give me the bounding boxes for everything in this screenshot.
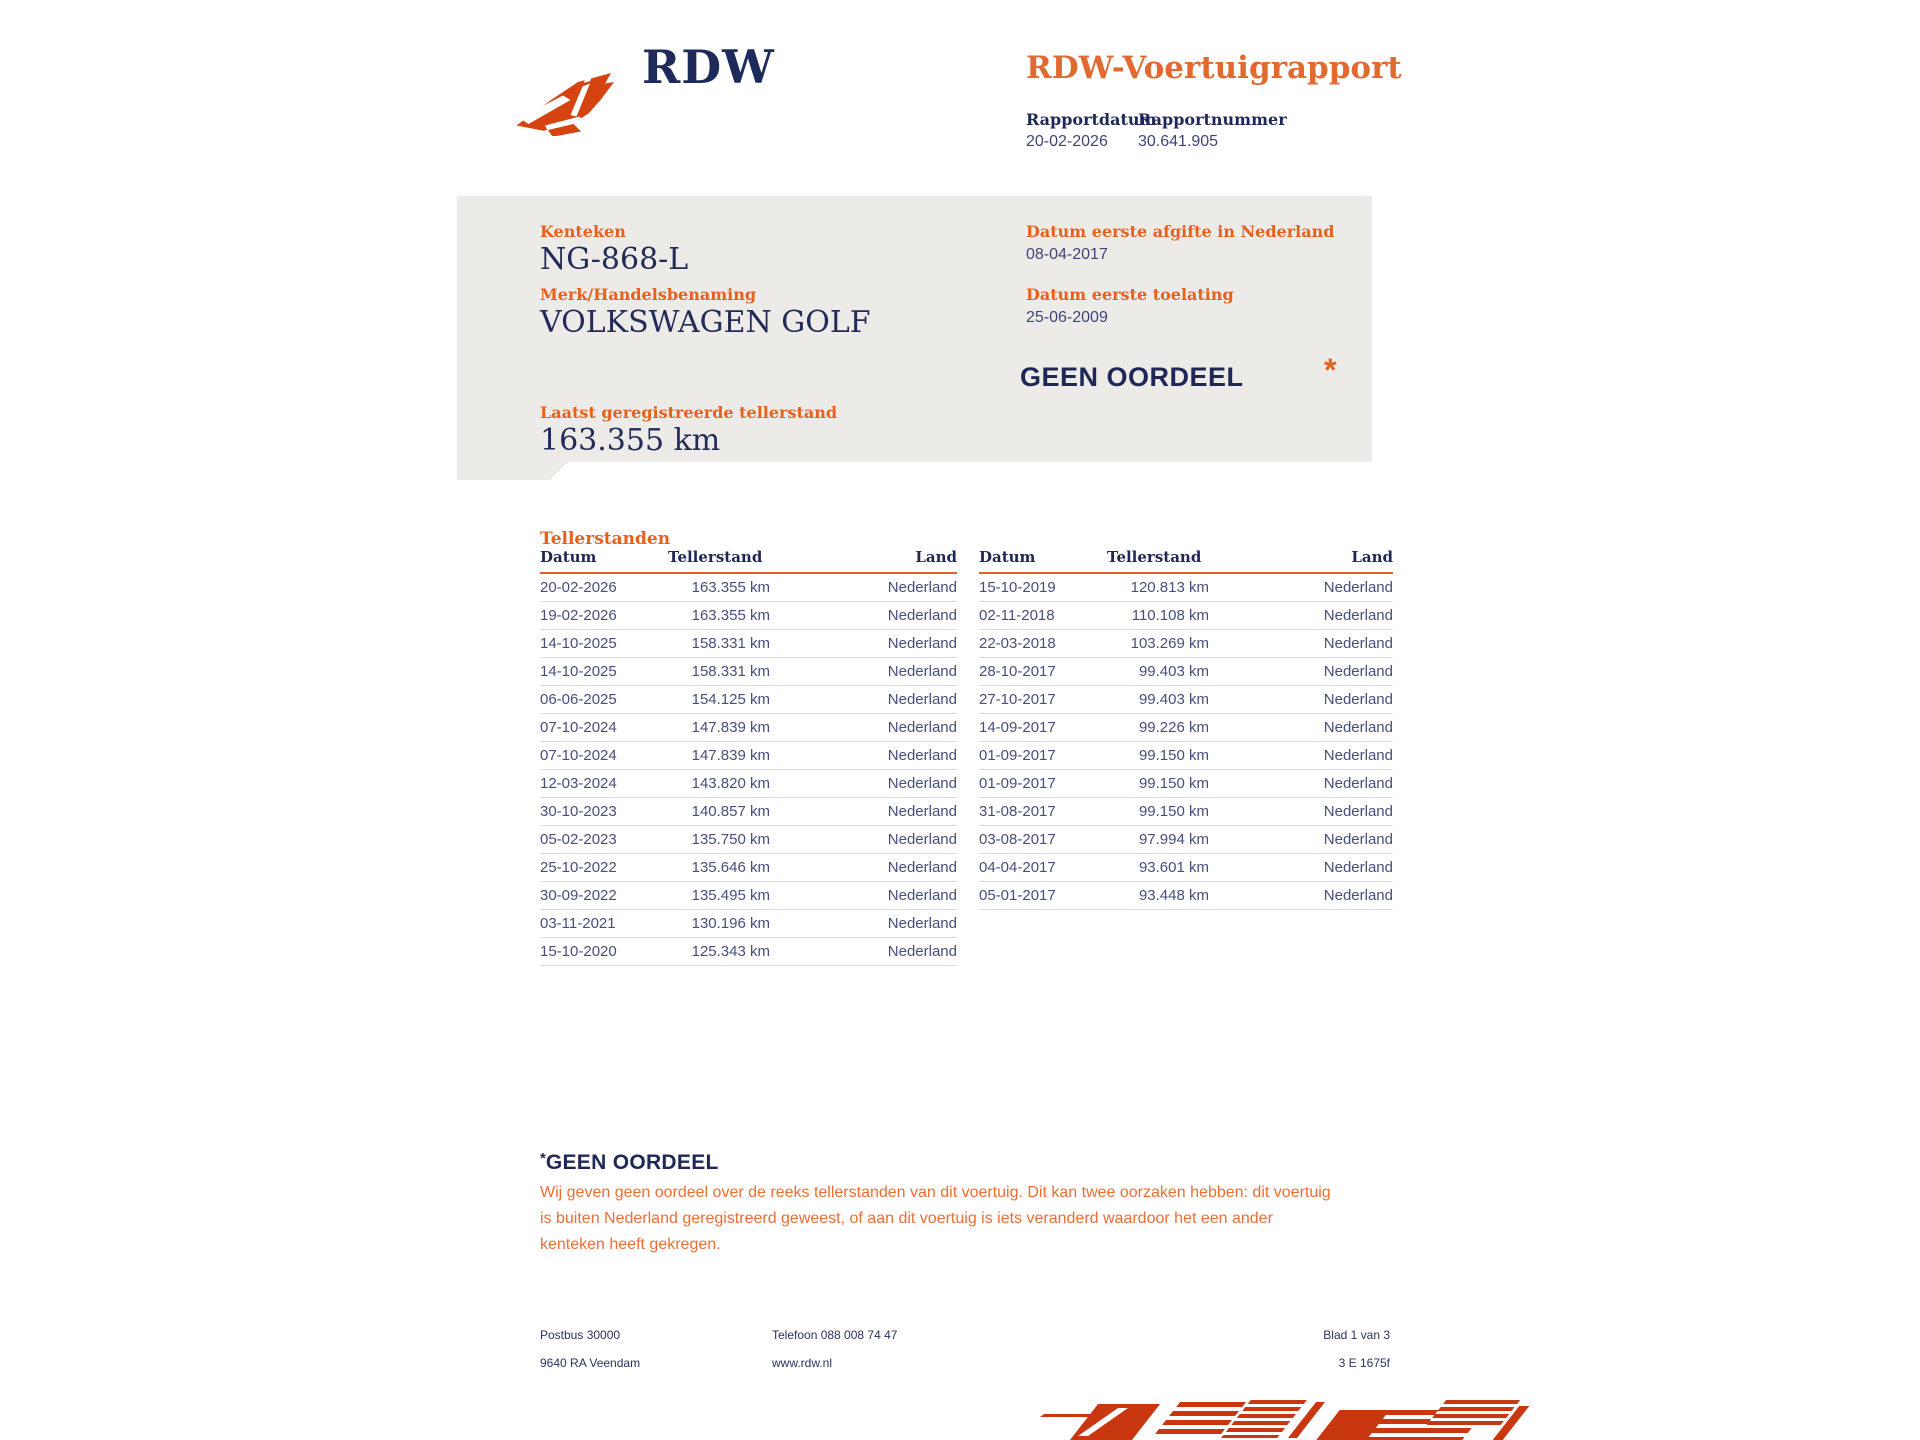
datum-cell: 01-09-2017 xyxy=(979,774,1056,792)
toelating-label: Datum eerste toelating xyxy=(1026,285,1234,304)
laatste-tellerstand-label: Laatst geregistreerde tellerstand xyxy=(540,403,838,422)
land-cell: Nederland xyxy=(887,662,957,680)
datum-column-header: Datum xyxy=(979,548,1036,566)
datum-cell: 22-03-2018 xyxy=(979,634,1056,652)
table-row xyxy=(540,657,957,685)
tellerstand-cell: 93.448 km xyxy=(1138,886,1209,904)
land-cell: Nederland xyxy=(1323,662,1393,680)
afgifte-value: 08-04-2017 xyxy=(1026,246,1108,263)
land-column-header: Land xyxy=(1351,548,1393,566)
datum-cell: 25-10-2022 xyxy=(540,858,617,876)
footer-website: www.rdw.nl xyxy=(772,1356,833,1370)
footer-phone: Telefoon 088 008 74 47 xyxy=(772,1328,898,1342)
rdw-logo-text: RDW xyxy=(642,40,775,94)
table-row xyxy=(979,685,1393,713)
merk-label: Merk/Handelsbenaming xyxy=(540,285,757,304)
datum-cell: 30-09-2022 xyxy=(540,886,617,904)
datum-cell: 03-11-2021 xyxy=(540,914,616,932)
table-row xyxy=(540,629,957,657)
tellerstand-cell: 140.857 km xyxy=(691,802,770,820)
tellerstand-cell: 135.646 km xyxy=(691,858,770,876)
footnote-heading xyxy=(540,1150,719,1175)
footnote-asterisk: * xyxy=(540,1150,546,1167)
speed-stripes-graphic xyxy=(1040,1400,1510,1440)
table-row xyxy=(540,685,957,713)
land-cell: Nederland xyxy=(1323,802,1393,820)
land-cell: Nederland xyxy=(1323,690,1393,708)
table-row xyxy=(979,825,1393,853)
land-cell: Nederland xyxy=(887,634,957,652)
laatste-tellerstand-value: 163.355 km xyxy=(540,423,721,458)
land-cell: Nederland xyxy=(887,942,957,960)
tellerstand-cell: 110.108 km xyxy=(1131,606,1209,624)
land-cell: Nederland xyxy=(887,718,957,736)
land-cell: Nederland xyxy=(1323,718,1393,736)
report-date-value: 20-02-2026 xyxy=(1026,133,1108,150)
tellerstand-cell: 135.750 km xyxy=(691,830,770,848)
tellerstand-cell: 163.355 km xyxy=(691,578,770,596)
land-cell: Nederland xyxy=(887,858,957,876)
land-cell: Nederland xyxy=(1323,634,1393,652)
datum-cell: 27-10-2017 xyxy=(979,690,1056,708)
table-header-row xyxy=(979,548,1393,573)
kenteken-value: NG-868-L xyxy=(540,242,689,277)
datum-cell: 12-03-2024 xyxy=(540,774,617,792)
table-row xyxy=(540,853,957,881)
datum-cell: 30-10-2023 xyxy=(540,802,617,820)
datum-cell: 20-02-2026 xyxy=(540,578,617,596)
tellerstand-cell: 99.150 km xyxy=(1138,802,1209,820)
tellerstand-cell: 103.269 km xyxy=(1130,634,1209,652)
tellerstand-cell: 147.839 km xyxy=(691,718,770,736)
land-cell: Nederland xyxy=(1323,606,1393,624)
table-header-row xyxy=(540,548,957,573)
land-cell: Nederland xyxy=(887,886,957,904)
tellerstand-cell: 163.355 km xyxy=(691,606,770,624)
table-row xyxy=(540,881,957,909)
land-column-header: Land xyxy=(915,548,957,566)
table-row xyxy=(979,573,1393,601)
footnote-body-text: Wij geven geen oordeel over de reeks tellerstanden van dit voertuig. Dit kan twee oorzaken hebben: dit voertuig is buiten Nederland geregistreerd geweest, of aan dit voertuig is iets veranderd waardoor het een ander kenteken heeft gekregen. xyxy=(540,1184,1331,1253)
tellerstand-cell: 130.196 km xyxy=(691,914,770,932)
tellerstand-cell: 135.495 km xyxy=(691,886,770,904)
tellerstand-cell: 158.331 km xyxy=(691,662,770,680)
tellerstand-cell: 97.994 km xyxy=(1138,830,1209,848)
report-date-label: Rapportdatum xyxy=(1026,110,1157,129)
land-cell: Nederland xyxy=(887,690,957,708)
land-cell: Nederland xyxy=(887,606,957,624)
land-cell: Nederland xyxy=(1323,830,1393,848)
datum-cell: 15-10-2019 xyxy=(979,578,1056,596)
toelating-value: 25-06-2009 xyxy=(1026,309,1108,326)
land-cell: Nederland xyxy=(887,830,957,848)
tellerstand-cell: 147.839 km xyxy=(691,746,770,764)
land-cell: Nederland xyxy=(887,914,957,932)
datum-cell: 28-10-2017 xyxy=(979,662,1056,680)
table-row xyxy=(540,573,957,601)
footer-document-code: 3 E 1675f xyxy=(1338,1356,1390,1370)
land-cell: Nederland xyxy=(1323,774,1393,792)
land-cell: Nederland xyxy=(1323,578,1393,596)
tellerstand-cell: 99.150 km xyxy=(1138,746,1209,764)
table-row xyxy=(979,657,1393,685)
tellerstand-column-header: Tellerstand xyxy=(668,548,763,566)
merk-value: VOLKSWAGEN GOLF xyxy=(540,305,871,340)
datum-column-header: Datum xyxy=(540,548,597,566)
tellerstand-cell: 120.813 km xyxy=(1130,578,1209,596)
land-cell: Nederland xyxy=(887,774,957,792)
datum-cell: 14-10-2025 xyxy=(540,634,617,652)
datum-cell: 07-10-2024 xyxy=(540,718,617,736)
verdict-text: GEEN OORDEEL xyxy=(1020,362,1244,392)
tellerstand-cell: 143.820 km xyxy=(691,774,770,792)
tellerstand-cell: 99.403 km xyxy=(1138,690,1209,708)
datum-cell: 15-10-2020 xyxy=(540,942,617,960)
table-row xyxy=(540,741,957,769)
table-row xyxy=(979,713,1393,741)
tellerstand-cell: 93.601 km xyxy=(1138,858,1209,876)
table-row xyxy=(979,741,1393,769)
datum-cell: 07-10-2024 xyxy=(540,746,617,764)
land-cell: Nederland xyxy=(1323,886,1393,904)
afgifte-label: Datum eerste afgifte in Nederland xyxy=(1026,222,1335,241)
datum-cell: 04-04-2017 xyxy=(979,858,1056,876)
table-row xyxy=(540,825,957,853)
datum-cell: 05-01-2017 xyxy=(979,886,1056,904)
table-row xyxy=(540,713,957,741)
tellerstanden-heading: Tellerstanden xyxy=(540,529,671,549)
footer-address-line2: 9640 RA Veendam xyxy=(540,1356,641,1370)
rdw-feather-icon xyxy=(498,58,634,136)
table-row xyxy=(979,769,1393,797)
datum-cell: 03-08-2017 xyxy=(979,830,1056,848)
land-cell: Nederland xyxy=(887,746,957,764)
land-cell: Nederland xyxy=(1323,746,1393,764)
datum-cell: 01-09-2017 xyxy=(979,746,1056,764)
table-row xyxy=(540,797,957,825)
tellerstand-cell: 158.331 km xyxy=(691,634,770,652)
datum-cell: 06-06-2025 xyxy=(540,690,617,708)
table-row xyxy=(979,853,1393,881)
tellerstand-column-header: Tellerstand xyxy=(1107,548,1202,566)
table-row xyxy=(979,797,1393,825)
table-row xyxy=(540,937,957,965)
tellerstand-cell: 154.125 km xyxy=(691,690,770,708)
datum-cell: 05-02-2023 xyxy=(540,830,617,848)
tellerstand-cell: 99.226 km xyxy=(1138,718,1209,736)
tellerstand-cell: 125.343 km xyxy=(691,942,770,960)
datum-cell: 02-11-2018 xyxy=(979,606,1055,624)
table-row xyxy=(540,601,957,629)
footnote-heading-text: GEEN OORDEEL xyxy=(545,1151,719,1174)
table-row xyxy=(540,769,957,797)
datum-cell: 14-10-2025 xyxy=(540,662,617,680)
report-number-label: Rapportnummer xyxy=(1138,110,1287,129)
table-row xyxy=(979,629,1393,657)
verdict-asterisk: * xyxy=(1324,352,1337,388)
table-row xyxy=(979,881,1393,909)
table-row xyxy=(979,601,1393,629)
meter-readings-table-left xyxy=(540,548,957,966)
table-row xyxy=(540,909,957,937)
datum-cell: 19-02-2026 xyxy=(540,606,617,624)
page-title: RDW-Voertuigrapport xyxy=(1026,50,1402,86)
datum-cell: 14-09-2017 xyxy=(979,718,1056,736)
meter-readings-table-right xyxy=(979,548,1393,910)
tellerstand-cell: 99.150 km xyxy=(1138,774,1209,792)
datum-cell: 31-08-2017 xyxy=(979,802,1056,820)
report-number-value: 30.641.905 xyxy=(1138,133,1219,150)
kenteken-label: Kenteken xyxy=(540,222,626,241)
land-cell: Nederland xyxy=(887,802,957,820)
footer-address-line1: Postbus 30000 xyxy=(540,1328,621,1342)
footer-page-number: Blad 1 van 3 xyxy=(1323,1328,1390,1342)
land-cell: Nederland xyxy=(887,578,957,596)
land-cell: Nederland xyxy=(1323,858,1393,876)
tellerstand-cell: 99.403 km xyxy=(1138,662,1209,680)
